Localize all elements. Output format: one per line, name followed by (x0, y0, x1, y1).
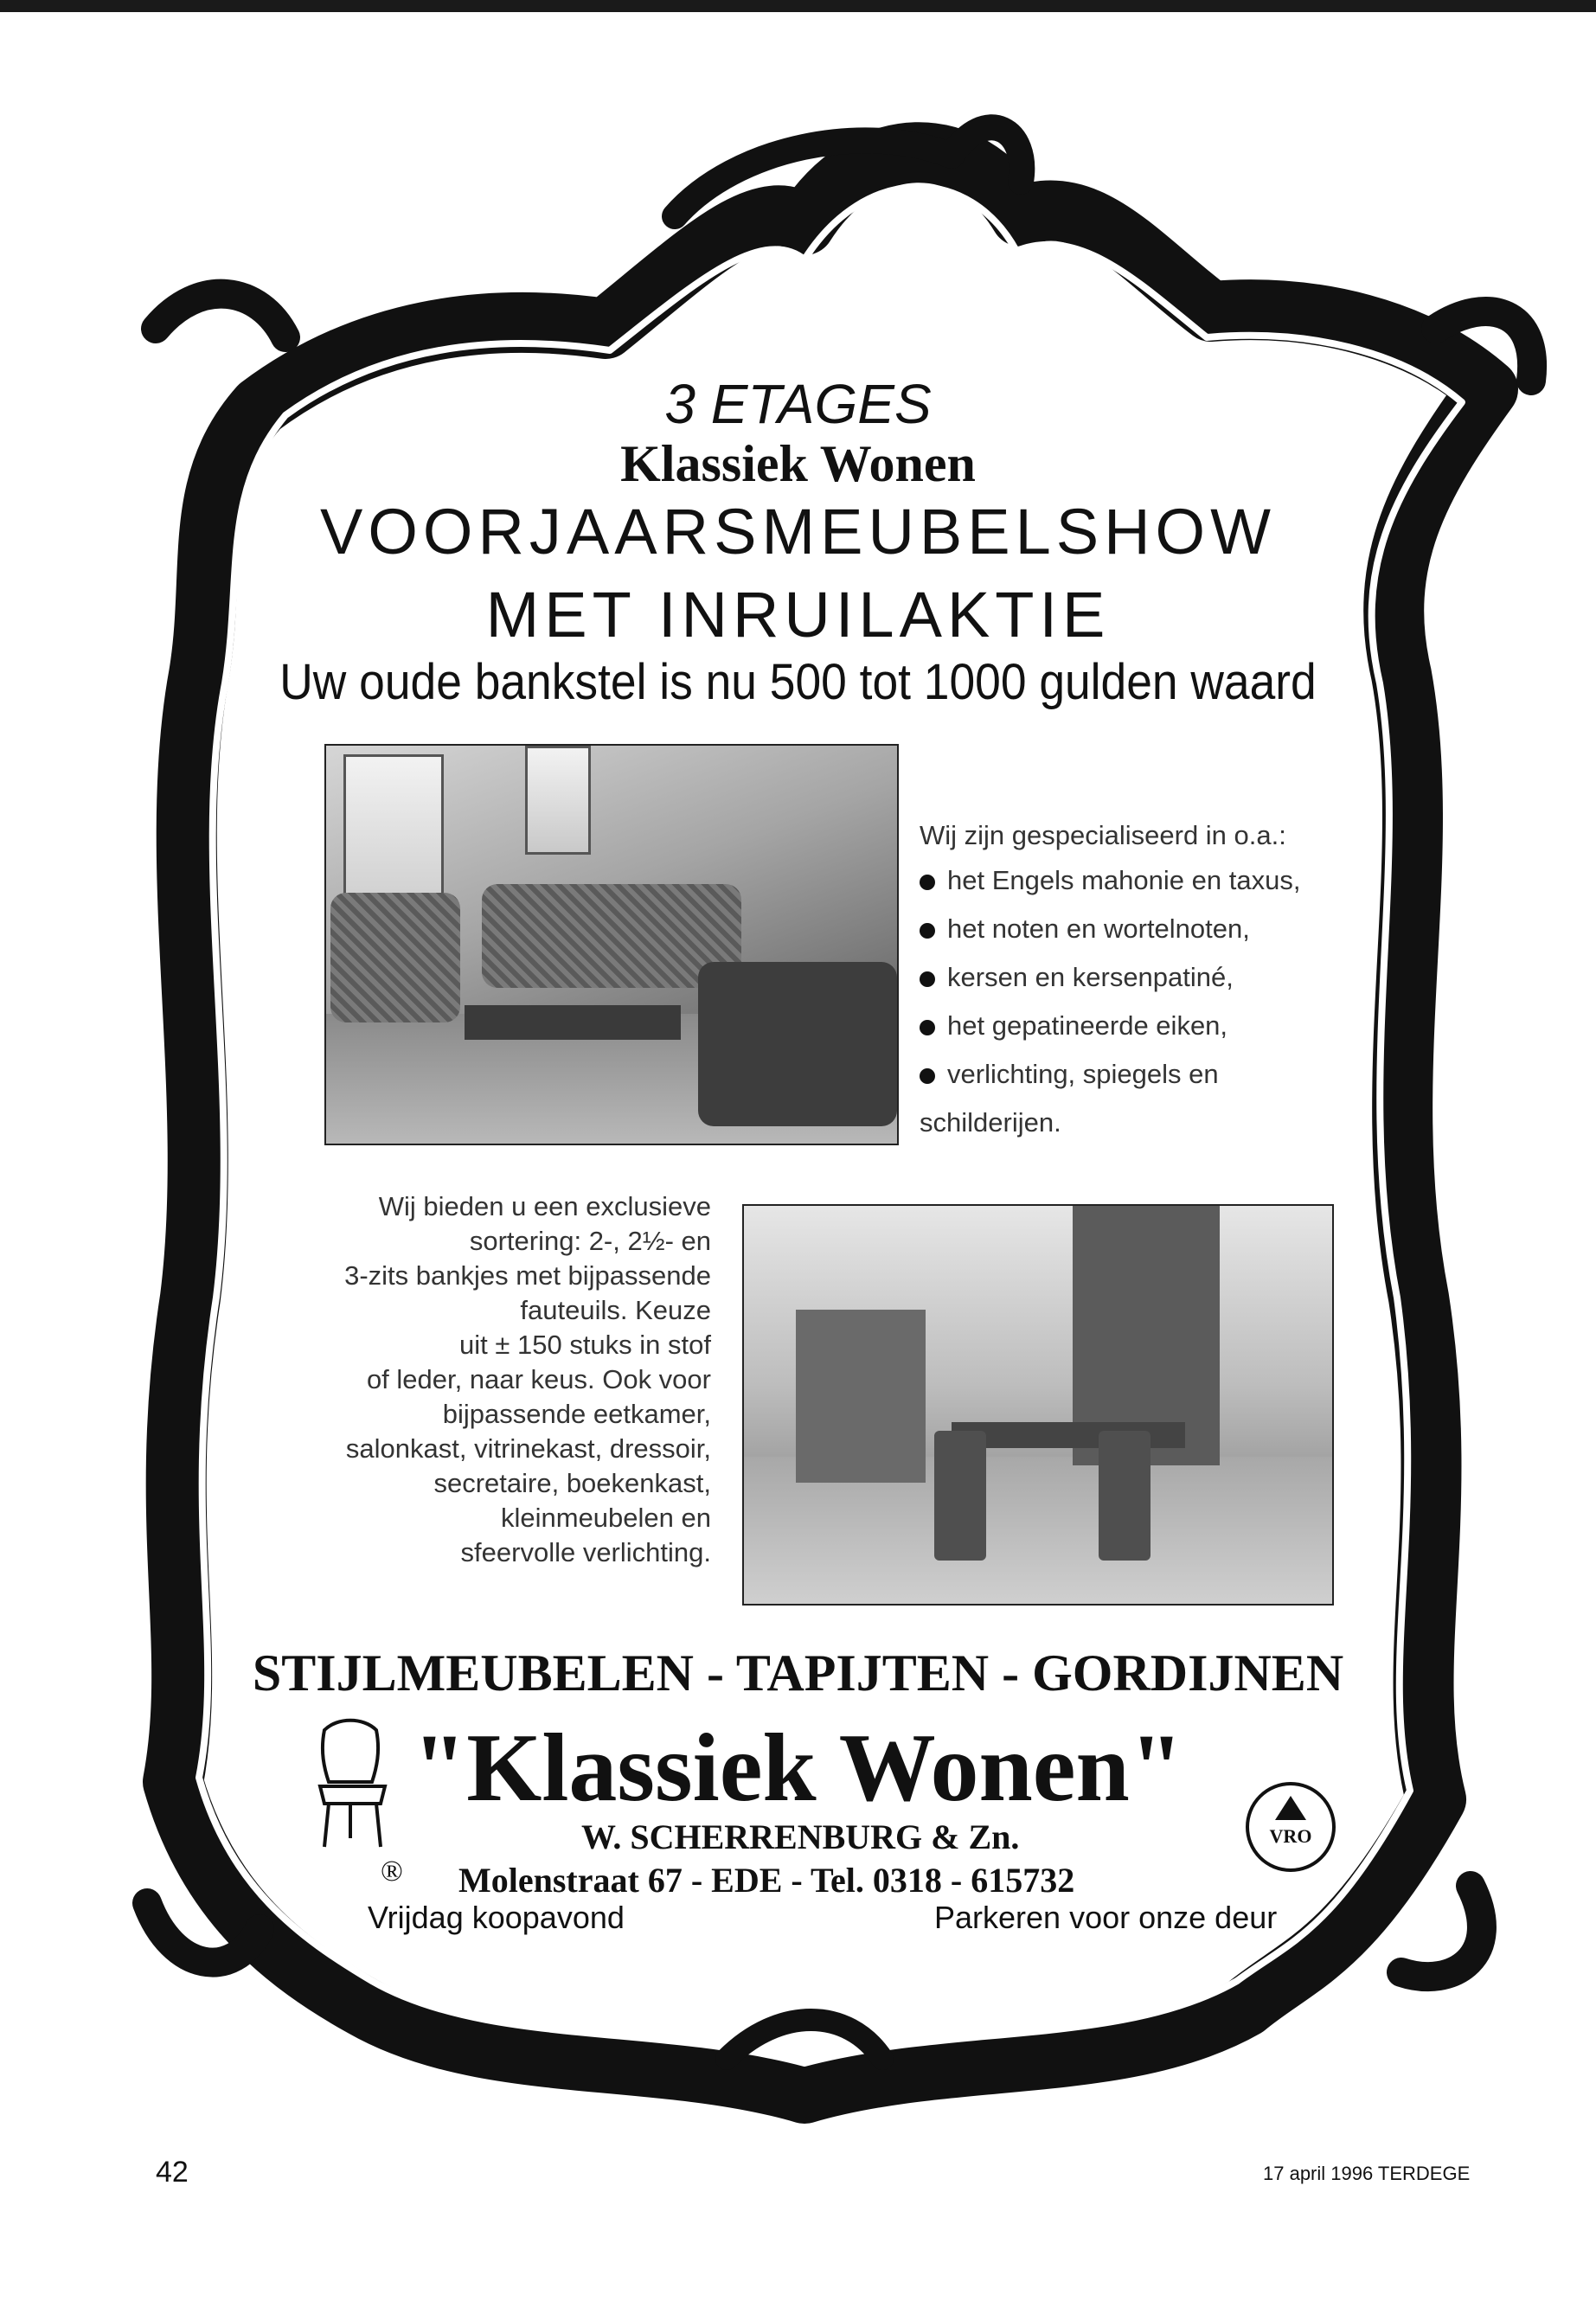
owner-name: W. SCHERRENBURG & Zn. (581, 1817, 1020, 1856)
list-item-continuation: schilderijen. (920, 1107, 1061, 1138)
triangle-icon (1275, 1796, 1306, 1820)
list-item: het Engels mahonie en taxus, (920, 865, 1300, 896)
page-number: 42 (156, 2156, 189, 2189)
offer-line: kleinmeubelen en (500, 1503, 711, 1533)
brand-name: "Klassiek Wonen" (413, 1715, 1183, 1822)
parking-note: Parkeren voor onze deur (934, 1900, 1278, 1935)
offer-line: of leder, naar keus. Ook voor (366, 1364, 711, 1394)
bullet-icon (920, 1068, 935, 1084)
offer-line: sfeervolle verlichting. (460, 1537, 711, 1567)
offer-line: secretaire, boekenkast, (433, 1468, 711, 1498)
slogan: STIJLMEUBELEN - TAPIJTEN - GORDIJNEN (252, 1644, 1344, 1702)
offer-line: uit ± 150 stuks in stof (459, 1330, 711, 1360)
registered-mark: ® (381, 1856, 403, 1888)
offer-text (311, 1189, 711, 1570)
bullet-icon (920, 1020, 935, 1035)
offer-line: fauteuils. Keuze (520, 1295, 711, 1325)
dining-room-photo (742, 1204, 1334, 1606)
offer-line: salonkast, vitrinekast, dressoir, (345, 1433, 711, 1464)
specialties-intro: Wij zijn gespecialiseerd in o.a.: (920, 820, 1286, 850)
list-item: het gepatineerde eiken, (920, 1010, 1300, 1042)
trade-in-title: MET INRUILAKTIE (485, 579, 1111, 651)
living-room-photo (324, 744, 899, 1145)
vro-logo (1246, 1782, 1336, 1872)
list-item: het noten en wortelnoten, (920, 913, 1300, 945)
offer-line: 3-zits bankjes met bijpassende (344, 1260, 711, 1291)
shopping-evening: Vrijdag koopavond (368, 1900, 625, 1935)
vro-logo-text: VRO (1269, 1825, 1312, 1847)
list-item: kersen en kersenpatiné, (920, 962, 1300, 993)
brand-heading: Klassiek Wonen (620, 435, 976, 492)
bullet-icon (920, 875, 935, 890)
bullet-icon (920, 971, 935, 987)
list-item: verlichting, spiegels en (920, 1059, 1300, 1090)
offer-line: Wij bieden u een exclusieve (378, 1191, 711, 1221)
bullet-icon (920, 923, 935, 939)
address: Molenstraat 67 - EDE - Tel. 0318 - 615732 (458, 1861, 1075, 1900)
issue-date: 17 april 1996 TERDEGE (1263, 2163, 1471, 2184)
offer-line: bijpassende eetkamer, (442, 1399, 711, 1429)
specialties-list (920, 820, 1300, 1138)
offer-line: sortering: 2-, 2½- en (469, 1226, 711, 1256)
show-title: VOORJAARSMEUBELSHOW (320, 496, 1276, 567)
floors-heading: 3 ETAGES (664, 373, 932, 435)
tagline: Uw oude bankstel is nu 500 tot 1000 gulden waard (279, 654, 1317, 710)
